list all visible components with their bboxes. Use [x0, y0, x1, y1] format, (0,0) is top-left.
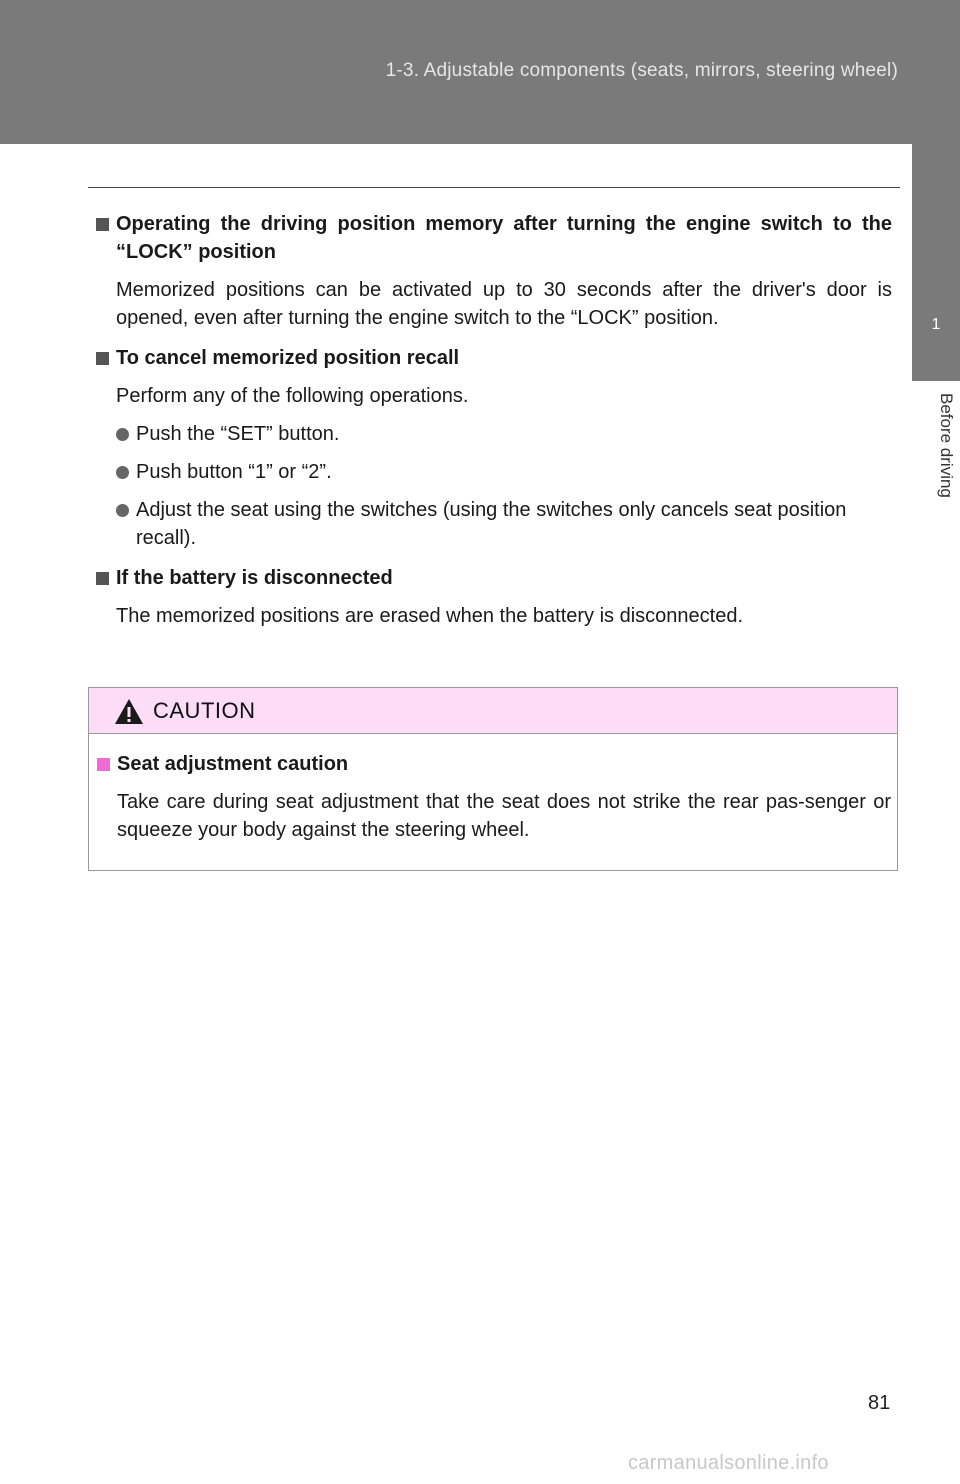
- chapter-tab-label: Before driving: [937, 393, 956, 498]
- round-bullet-icon: [116, 428, 129, 441]
- section-text: Memorized positions can be activated up to 30 seconds after the driver's door is opened, even after turning the engine switch to the “LOCK” position.: [116, 279, 892, 329]
- square-bullet-icon: [96, 572, 109, 585]
- round-bullet-icon: [116, 466, 129, 479]
- chapter-tab-rest: [912, 381, 960, 1484]
- chapter-tab-number: 1: [931, 316, 941, 333]
- section-heading: [96, 210, 892, 266]
- top-rule: [88, 187, 900, 188]
- page-header: [0, 0, 960, 144]
- section-text: The memorized positions are erased when the battery is disconnected.: [116, 605, 744, 627]
- caution-box: [88, 687, 898, 871]
- caution-text: Take care during seat adjustment that the seat does not strike the rear pas-senger or squeeze your body against the steering wheel.: [117, 791, 891, 841]
- main-content: [96, 210, 892, 630]
- square-bullet-icon: [97, 758, 110, 771]
- section-heading-text: If the battery is disconnected: [116, 567, 393, 589]
- caution-header: [89, 688, 897, 734]
- section-memory-after-lock: [96, 210, 892, 332]
- caution-body: [97, 750, 891, 844]
- section-heading-text: Operating the driving position memory after turning the engine switch to the “LOCK” position: [116, 213, 892, 263]
- section-cancel-recall: [96, 344, 892, 552]
- warning-triangle-icon: [114, 698, 144, 725]
- list-item-text: Push button “1” or “2”.: [136, 461, 332, 483]
- square-bullet-icon: [96, 352, 109, 365]
- caution-title: CAUTION: [153, 698, 256, 723]
- round-bullet-icon: [116, 504, 129, 517]
- list-item: [116, 420, 892, 448]
- section-battery-disconnected: [96, 564, 892, 630]
- page-number: 81: [868, 1392, 891, 1414]
- chapter-title: 1-3. Adjustable components (seats, mirrors, steering wheel): [385, 60, 898, 81]
- caution-heading: [97, 750, 891, 778]
- list-item: [116, 496, 892, 552]
- watermark: carmanualsonline.info: [628, 1452, 829, 1474]
- section-heading: [96, 344, 892, 372]
- list-item-text: Adjust the seat using the switches (using the switches only cancels seat position recall).: [136, 499, 847, 549]
- section-heading: [96, 564, 892, 592]
- square-bullet-icon: [96, 218, 109, 231]
- section-heading-text: To cancel memorized position recall: [116, 347, 460, 369]
- chapter-tab-active: [912, 144, 960, 381]
- list-item: [116, 458, 892, 486]
- caution-heading-text: Seat adjustment caution: [117, 753, 349, 775]
- list-item-text: Push the “SET” button.: [136, 423, 340, 445]
- section-text: Perform any of the following operations.: [116, 385, 469, 407]
